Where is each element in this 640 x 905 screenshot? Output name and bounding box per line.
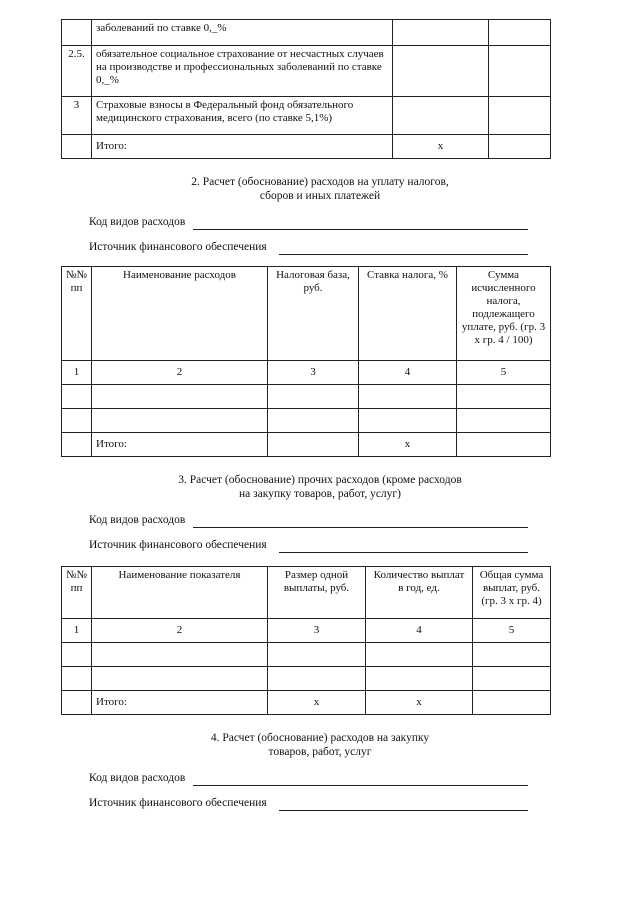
total-cell bbox=[457, 433, 551, 457]
row-cell bbox=[393, 46, 489, 97]
col-header: Сумма исчисленного налога, подлежащего уплате, руб. (гр. 3 x гр. 4 / 100) bbox=[457, 267, 551, 361]
empty-cell[interactable] bbox=[268, 643, 366, 667]
header-row bbox=[62, 567, 551, 619]
empty-cell[interactable] bbox=[473, 643, 551, 667]
row-cell: x bbox=[393, 135, 489, 159]
empty-cell[interactable] bbox=[268, 667, 366, 691]
expense-code-label: Код видов расходов bbox=[89, 216, 186, 228]
empty-cell[interactable] bbox=[92, 409, 268, 433]
total-row bbox=[62, 135, 551, 159]
row-number bbox=[62, 135, 92, 159]
expense-code-label: Код видов расходов bbox=[89, 514, 186, 526]
funding-source-field[interactable] bbox=[279, 810, 528, 811]
table-row bbox=[62, 20, 551, 46]
col-header: Наименование показателя bbox=[92, 567, 268, 619]
section-2-title bbox=[100, 175, 540, 203]
total-label: Итого: bbox=[92, 433, 268, 457]
empty-cell[interactable] bbox=[359, 385, 457, 409]
empty-cell[interactable] bbox=[359, 409, 457, 433]
col-number: 5 bbox=[457, 361, 551, 385]
empty-cell[interactable] bbox=[62, 643, 92, 667]
row-cell bbox=[393, 20, 489, 46]
table-row bbox=[62, 643, 551, 667]
col-header: Налоговая база, руб. bbox=[268, 267, 359, 361]
col-number: 3 bbox=[268, 619, 366, 643]
column-numbers-row bbox=[62, 361, 551, 385]
col-number: 4 bbox=[359, 361, 457, 385]
total-cell bbox=[473, 691, 551, 715]
total-cell bbox=[62, 433, 92, 457]
section-title-line: товаров, работ, услуг bbox=[268, 746, 372, 758]
row-cell bbox=[489, 135, 551, 159]
expense-code-label: Код видов расходов bbox=[89, 772, 186, 784]
total-cell: x bbox=[359, 433, 457, 457]
funding-source-field[interactable] bbox=[279, 254, 528, 255]
total-label: Итого: bbox=[92, 691, 268, 715]
total-row bbox=[62, 691, 551, 715]
col-number: 1 bbox=[62, 619, 92, 643]
empty-cell[interactable] bbox=[62, 409, 92, 433]
row-cell bbox=[489, 97, 551, 135]
taxes-table bbox=[61, 266, 551, 457]
expense-code-field[interactable] bbox=[193, 229, 528, 230]
insurance-contributions-table bbox=[61, 19, 551, 159]
row-name: заболеваний по ставке 0,_% bbox=[92, 20, 393, 46]
empty-cell[interactable] bbox=[457, 385, 551, 409]
empty-cell[interactable] bbox=[92, 643, 268, 667]
section-title-line: 4. Расчет (обоснование) расходов на закупку bbox=[210, 732, 430, 744]
empty-cell[interactable] bbox=[92, 667, 268, 691]
section-3-title bbox=[100, 473, 540, 501]
empty-cell[interactable] bbox=[268, 409, 359, 433]
total-cell: x bbox=[268, 691, 366, 715]
empty-cell[interactable] bbox=[92, 385, 268, 409]
col-header: №№ пп bbox=[62, 567, 92, 619]
total-cell: x bbox=[366, 691, 473, 715]
empty-cell[interactable] bbox=[62, 667, 92, 691]
col-number: 1 bbox=[62, 361, 92, 385]
empty-cell[interactable] bbox=[366, 643, 473, 667]
section-title-line: 2. Расчет (обоснование) расходов на уплату налогов, bbox=[191, 176, 449, 188]
empty-cell[interactable] bbox=[62, 385, 92, 409]
col-header: Количество выплат в год, ед. bbox=[366, 567, 473, 619]
col-number: 5 bbox=[473, 619, 551, 643]
total-cell bbox=[62, 691, 92, 715]
col-number: 3 bbox=[268, 361, 359, 385]
section-4-title bbox=[100, 731, 540, 759]
col-header: Общая сумма выплат, руб. (гр. 3 x гр. 4) bbox=[473, 567, 551, 619]
total-cell bbox=[268, 433, 359, 457]
col-number: 2 bbox=[92, 361, 268, 385]
table-row bbox=[62, 385, 551, 409]
col-header: №№ пп bbox=[62, 267, 92, 361]
total-row bbox=[62, 433, 551, 457]
expense-code-field[interactable] bbox=[193, 785, 528, 786]
col-header: Размер одной выплаты, руб. bbox=[268, 567, 366, 619]
col-header: Наименование расходов bbox=[92, 267, 268, 361]
section-title-line: на закупку товаров, работ, услуг) bbox=[239, 488, 401, 500]
col-number: 2 bbox=[92, 619, 268, 643]
table-row bbox=[62, 46, 551, 97]
table-row bbox=[62, 667, 551, 691]
funding-source-label: Источник финансового обеспечения bbox=[89, 539, 267, 551]
header-row bbox=[62, 267, 551, 361]
empty-cell[interactable] bbox=[473, 667, 551, 691]
column-numbers-row bbox=[62, 619, 551, 643]
row-name: Страховые взносы в Федеральный фонд обязательного медицинского страхования, всего (по ставке 5,1%) bbox=[92, 97, 393, 135]
expense-code-field[interactable] bbox=[193, 527, 528, 528]
col-number: 4 bbox=[366, 619, 473, 643]
row-number: 3 bbox=[62, 97, 92, 135]
total-label: Итого: bbox=[92, 135, 393, 159]
col-header: Ставка налога, % bbox=[359, 267, 457, 361]
other-expenses-table bbox=[61, 566, 551, 715]
row-cell bbox=[393, 97, 489, 135]
funding-source-field[interactable] bbox=[279, 552, 528, 553]
row-cell bbox=[489, 46, 551, 97]
empty-cell[interactable] bbox=[268, 385, 359, 409]
row-name: обязательное социальное страхование от несчастных случаев на производстве и профессиональных заболеваний по ставке 0,_% bbox=[92, 46, 393, 97]
table-row bbox=[62, 409, 551, 433]
empty-cell[interactable] bbox=[366, 667, 473, 691]
section-title-line: сборов и иных платежей bbox=[259, 190, 381, 202]
row-cell bbox=[489, 20, 551, 46]
row-number: 2.5. bbox=[62, 46, 92, 97]
section-title-line: 3. Расчет (обоснование) прочих расходов (кроме расходов bbox=[178, 474, 462, 486]
table-row bbox=[62, 97, 551, 135]
funding-source-label: Источник финансового обеспечения bbox=[89, 797, 267, 809]
empty-cell[interactable] bbox=[457, 409, 551, 433]
row-number bbox=[62, 20, 92, 46]
funding-source-label: Источник финансового обеспечения bbox=[89, 241, 267, 253]
